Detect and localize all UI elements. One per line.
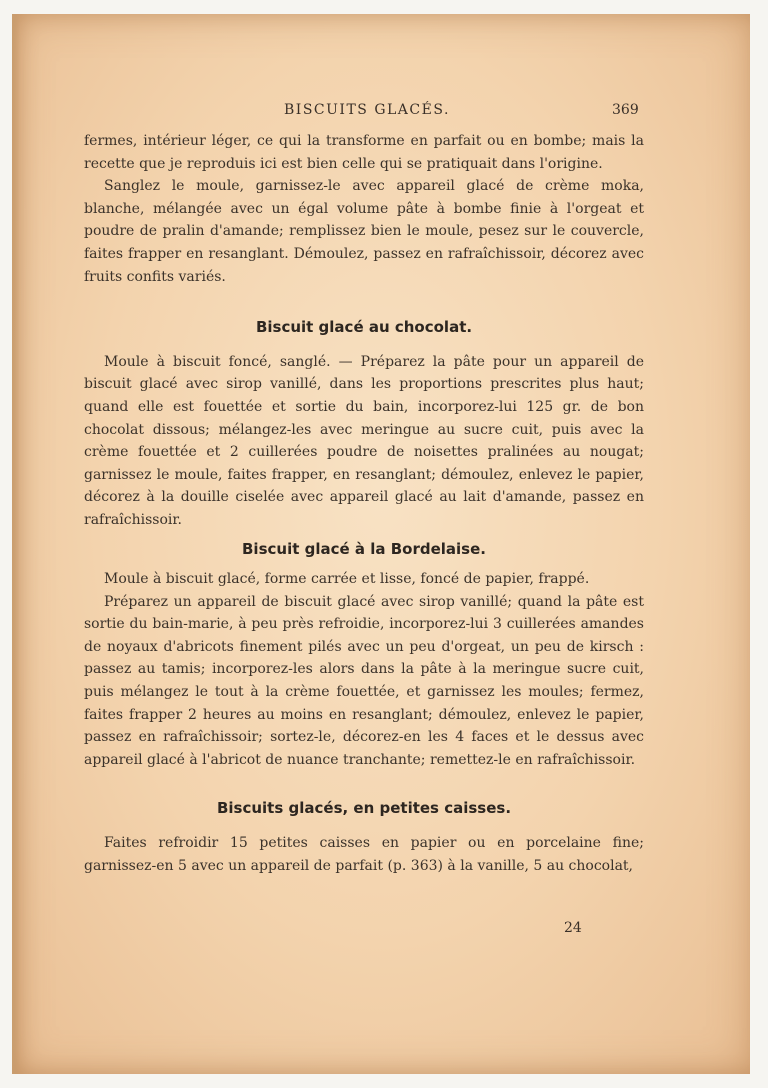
heading-chocolat: Biscuit glacé au chocolat. (255, 318, 473, 337)
page-binding-shadow (12, 14, 20, 1074)
heading-bordelaise: Biscuit glacé à la Bordelaise. (242, 539, 486, 558)
paragraph-bordelaise-recipe: Préparez un appareil de biscuit glacé avec sirop vanillé; quand la pâte est sortie du bain-marie, à peu près refroidie, incorporez-lui 3 cuillerées amandes de noyaux d'abricots finement pilés avec un peu d'orgeat, un peu de kirsch : passez au tamis; incorporez-les alors dans la pâte à la meringue sucre cuit, puis mélangez le tout à la crème fouettée, et garnissez les moules; fermez, faites frapper 2 heures au moins en resanglant; démoulez, enlevez le papier, passez en rafraîchissoir; sortez-le, décorez-en les 4 faces et le dessus avec appareil glacé à l'abricot de nuance tranchante; remettez-le en rafraîchissoir. (84, 593, 644, 768)
paragraph-petites-caisses: Faites refroidir 15 petites caisses en papier ou en porcelaine fine; garnissez-en 5 avec un appareil de parfait (p. 363) à la vanille, 5 au chocolat, (84, 835, 644, 874)
page-body (84, 130, 644, 877)
heading-petites-caisses: Biscuits glacés, en petites caisses. (216, 799, 512, 818)
paragraph-chocolat: Moule à biscuit foncé, sanglé. — Préparez la pâte pour un appareil de biscuit glacé avec sirop vanillé, dans les proportions prescrites plus haut; quand elle est fouettée et sortie du bain, incorporez-lui 125 gr. de bon chocolat dissous; mélangez-les avec meringue au sucre cuit, puis avec la crème fouettée et 2 cuillerées poudre de noisettes pralinées au nougat; garnissez le moule, faites frapper, en resanglant; démoulez, enlevez le papier, décorez à la douille ciselée avec appareil glacé au lait d'amande, passez en rafraîchissoir. (84, 353, 644, 528)
signature-mark: 24 (564, 920, 582, 936)
paragraph-moka: Sanglez le moule, garnissez-le avec appareil glacé de crème moka, blanche, mélangée avec un égal volume pâte à bombe finie à l'orgeat et poudre de pralin d'amande; remplissez bien le moule, pesez sur le couvercle, faites frapper en resanglant. Démoulez, passez en rafraîchissoir, décorez avec fruits confits variés. (84, 178, 644, 285)
paragraph-continuation: fermes, intérieur léger, ce qui la transforme en parfait ou en bombe; mais la recette que je reproduis ici est bien celle qui se pratiquait dans l'origine. (84, 133, 644, 172)
paragraph-bordelaise-mold: Moule à biscuit glacé, forme carrée et lisse, foncé de papier, frappé. (104, 571, 590, 588)
running-title: BISCUITS GLACÉS. (284, 102, 450, 118)
page-number: 369 (612, 102, 639, 118)
